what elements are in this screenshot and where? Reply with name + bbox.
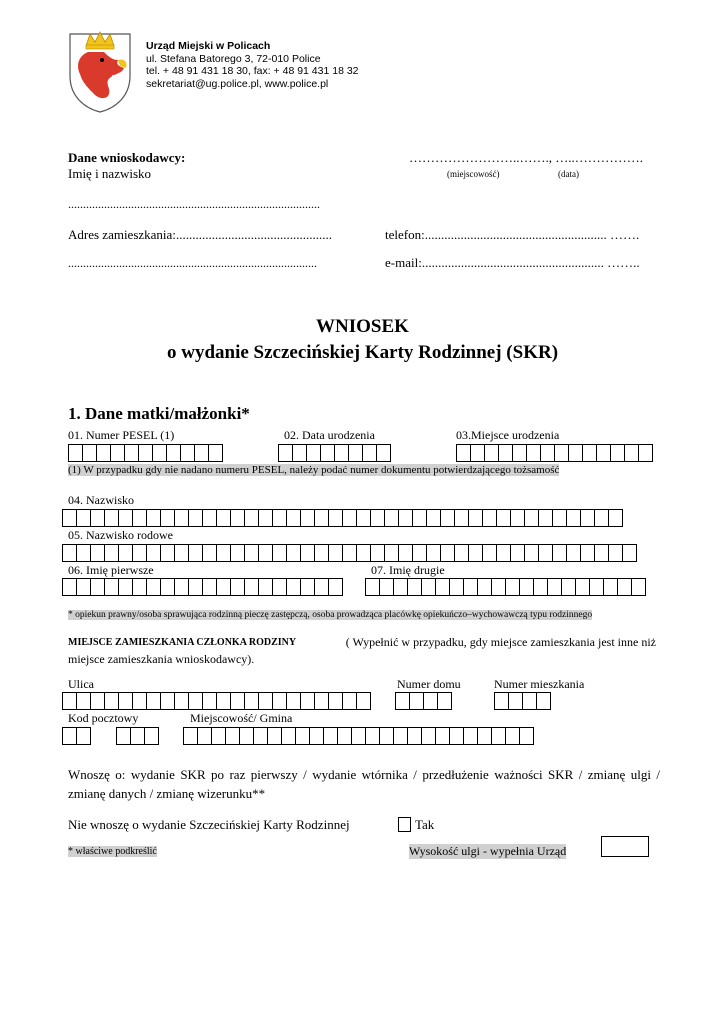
street-label: Ulica (68, 677, 94, 691)
input-cell[interactable] (202, 509, 217, 527)
flat-label: Numer mieszkania (494, 677, 585, 691)
input-cell[interactable] (272, 578, 287, 596)
input-cell[interactable] (188, 692, 203, 710)
input-cell[interactable] (104, 692, 119, 710)
input-cell[interactable] (594, 544, 609, 562)
input-cell[interactable] (286, 544, 301, 562)
input-cell[interactable] (610, 444, 625, 462)
input-cell[interactable] (258, 509, 273, 527)
document-subtitle: o wydanie Szczecińskiej Karty Rodzinnej (SKR) (166, 342, 559, 363)
guardian-note: * opiekun prawny/osoba sprawująca rodzinną pieczę zastępczą, osoba prowadząca placówkę opiekuńczo–wychowawczą typu rodzinnego (68, 610, 593, 620)
input-cell[interactable] (608, 544, 623, 562)
input-cell[interactable] (398, 509, 413, 527)
request-line-2: zmianę danych / zmianę wizerunku** (68, 786, 266, 801)
input-cell[interactable] (519, 727, 534, 745)
input-cell[interactable] (566, 509, 581, 527)
input-cell[interactable] (468, 544, 483, 562)
input-cell[interactable] (239, 727, 254, 745)
input-cell[interactable] (116, 727, 131, 745)
input-cell[interactable] (449, 727, 464, 745)
input-cell[interactable] (160, 692, 175, 710)
input-cell[interactable] (522, 692, 537, 710)
phone-row (385, 227, 639, 243)
email-label: e-mail: (385, 255, 422, 270)
input-cell[interactable] (356, 509, 371, 527)
input-cell[interactable] (286, 578, 301, 596)
address-field-line2[interactable]: ................................................................................... (68, 256, 317, 270)
input-cell[interactable] (62, 578, 77, 596)
phone-field[interactable]: ........................................................ ……. (424, 227, 640, 242)
input-cell[interactable] (272, 544, 287, 562)
input-cell[interactable] (130, 727, 145, 745)
input-cell[interactable] (437, 692, 452, 710)
residence-instruction-2: miejsce zamieszkania wnioskodawcy). (68, 652, 255, 666)
input-cell[interactable] (484, 444, 499, 462)
input-cell[interactable] (258, 692, 273, 710)
input-cell[interactable] (300, 692, 315, 710)
address-row (68, 227, 332, 243)
input-cell[interactable] (603, 578, 618, 596)
input-cell[interactable] (314, 578, 329, 596)
pesel-note: (1) W przypadku gdy nie nadano numeru PESEL, należy podać numer dokumentu potwierdzającego tożsamość (68, 464, 560, 476)
flat-number-input[interactable] (494, 692, 550, 710)
input-cell[interactable] (68, 444, 83, 462)
input-cell[interactable] (314, 692, 329, 710)
input-cell[interactable] (384, 544, 399, 562)
input-cell[interactable] (398, 544, 413, 562)
input-cell[interactable] (160, 544, 175, 562)
input-cell[interactable] (552, 544, 567, 562)
input-cell[interactable] (426, 544, 441, 562)
input-cell[interactable] (468, 509, 483, 527)
input-cell[interactable] (435, 727, 450, 745)
input-cell[interactable] (138, 444, 153, 462)
input-cell[interactable] (216, 509, 231, 527)
input-cell[interactable] (356, 692, 371, 710)
input-cell[interactable] (342, 509, 357, 527)
street-input[interactable] (62, 692, 370, 710)
input-cell[interactable] (334, 444, 349, 462)
input-cell[interactable] (292, 444, 307, 462)
input-cell[interactable] (160, 578, 175, 596)
input-cell[interactable] (300, 509, 315, 527)
house-label: Numer domu (397, 677, 461, 691)
applicant-name-field[interactable]: .................................................................................... (68, 197, 320, 211)
birthdate-input[interactable] (278, 444, 390, 462)
input-cell[interactable] (519, 578, 534, 596)
input-cell[interactable] (166, 444, 181, 462)
first-name-input[interactable] (62, 578, 342, 596)
input-cell[interactable] (90, 544, 105, 562)
input-cell[interactable] (622, 544, 637, 562)
input-cell[interactable] (362, 444, 377, 462)
input-cell[interactable] (272, 509, 287, 527)
second-name-input[interactable] (365, 578, 645, 596)
input-cell[interactable] (216, 578, 231, 596)
input-cell[interactable] (132, 692, 147, 710)
discount-label: Wysokość ulgi - wypełnia Urząd (409, 844, 567, 858)
input-cell[interactable] (267, 727, 282, 745)
input-cell[interactable] (244, 544, 259, 562)
birthplace-input[interactable] (456, 444, 652, 462)
input-cell[interactable] (152, 444, 167, 462)
no-request-checkbox[interactable] (398, 817, 411, 832)
input-cell[interactable] (440, 509, 455, 527)
input-cell[interactable] (174, 544, 189, 562)
city-label: Miejscowość/ Gmina (190, 711, 293, 725)
address-label: Adres zamieszkania: (68, 227, 176, 242)
input-cell[interactable] (188, 544, 203, 562)
input-cell[interactable] (62, 692, 77, 710)
input-cell[interactable] (258, 544, 273, 562)
input-cell[interactable] (342, 544, 357, 562)
input-cell[interactable] (328, 578, 343, 596)
input-cell[interactable] (575, 578, 590, 596)
input-cell[interactable] (482, 544, 497, 562)
birthdate-label: 02. Data urodzenia (284, 428, 375, 442)
input-cell[interactable] (76, 578, 91, 596)
office-name: Urząd Miejski w Policach (146, 40, 271, 52)
pesel-label: 01. Numer PESEL (1) (68, 428, 175, 442)
coat-of-arms-logo (68, 30, 132, 114)
office-contact: sekretariat@ug.police.pl, www.police.pl (146, 77, 329, 90)
input-cell[interactable] (407, 578, 422, 596)
input-cell[interactable] (365, 727, 380, 745)
input-cell[interactable] (110, 444, 125, 462)
input-cell[interactable] (594, 509, 609, 527)
input-cell[interactable] (90, 692, 105, 710)
input-cell[interactable] (104, 578, 119, 596)
address-field[interactable]: ................................................ (175, 227, 332, 242)
input-cell[interactable] (505, 727, 520, 745)
input-cell[interactable] (494, 692, 509, 710)
postcode-input-part2[interactable] (116, 727, 158, 745)
input-cell[interactable] (370, 544, 385, 562)
input-cell[interactable] (286, 692, 301, 710)
input-cell[interactable] (351, 727, 366, 745)
input-cell[interactable] (160, 509, 175, 527)
input-cell[interactable] (132, 509, 147, 527)
input-cell[interactable] (409, 692, 424, 710)
input-cell[interactable] (508, 692, 523, 710)
input-cell[interactable] (146, 544, 161, 562)
input-cell[interactable] (617, 578, 632, 596)
input-cell[interactable] (132, 544, 147, 562)
input-cell[interactable] (174, 509, 189, 527)
input-cell[interactable] (90, 578, 105, 596)
input-cell[interactable] (300, 544, 315, 562)
pesel-input[interactable] (68, 444, 222, 462)
input-cell[interactable] (510, 544, 525, 562)
surname-input[interactable] (62, 509, 622, 527)
input-cell[interactable] (421, 727, 436, 745)
input-cell[interactable] (295, 727, 310, 745)
input-cell[interactable] (624, 444, 639, 462)
input-cell[interactable] (498, 444, 513, 462)
house-number-input[interactable] (395, 692, 451, 710)
input-cell[interactable] (76, 509, 91, 527)
input-cell[interactable] (76, 692, 91, 710)
family-name-input[interactable] (62, 544, 636, 562)
input-cell[interactable] (132, 578, 147, 596)
input-cell[interactable] (62, 727, 77, 745)
input-cell[interactable] (568, 444, 583, 462)
input-cell[interactable] (393, 727, 408, 745)
input-cell[interactable] (533, 578, 548, 596)
input-cell[interactable] (561, 578, 576, 596)
input-cell[interactable] (463, 727, 478, 745)
input-cell[interactable] (202, 578, 217, 596)
input-cell[interactable] (328, 544, 343, 562)
input-cell[interactable] (230, 578, 245, 596)
input-cell[interactable] (244, 692, 259, 710)
input-cell[interactable] (379, 727, 394, 745)
input-cell[interactable] (356, 544, 371, 562)
input-cell[interactable] (526, 444, 541, 462)
input-cell[interactable] (421, 578, 436, 596)
input-cell[interactable] (314, 544, 329, 562)
input-cell[interactable] (454, 544, 469, 562)
residence-block (68, 634, 656, 668)
input-cell[interactable] (146, 509, 161, 527)
input-cell[interactable] (538, 544, 553, 562)
applicant-heading: Dane wnioskodawcy: (68, 150, 186, 165)
input-cell[interactable] (538, 509, 553, 527)
input-cell[interactable] (309, 727, 324, 745)
input-cell[interactable] (631, 578, 646, 596)
input-cell[interactable] (230, 692, 245, 710)
input-cell[interactable] (90, 509, 105, 527)
input-cell[interactable] (244, 578, 259, 596)
input-cell[interactable] (435, 578, 450, 596)
input-cell[interactable] (482, 509, 497, 527)
input-cell[interactable] (477, 727, 492, 745)
input-cell[interactable] (328, 692, 343, 710)
city-input[interactable] (183, 727, 533, 745)
input-cell[interactable] (306, 444, 321, 462)
input-cell[interactable] (580, 544, 595, 562)
postcode-input-part1[interactable] (62, 727, 90, 745)
input-cell[interactable] (342, 692, 357, 710)
input-cell[interactable] (230, 544, 245, 562)
input-cell[interactable] (589, 578, 604, 596)
place-date-field[interactable]: ……………………..……., …..……………. (409, 150, 643, 165)
input-cell[interactable] (328, 509, 343, 527)
place-label: (miejscowość) (447, 169, 500, 179)
input-cell[interactable] (258, 578, 273, 596)
postcode-label: Kod pocztowy (68, 711, 139, 725)
input-cell[interactable] (244, 509, 259, 527)
input-cell[interactable] (146, 578, 161, 596)
input-cell[interactable] (496, 509, 511, 527)
input-cell[interactable] (208, 444, 223, 462)
yes-label: Tak (415, 817, 435, 832)
input-cell[interactable] (582, 444, 597, 462)
input-cell[interactable] (323, 727, 338, 745)
input-cell[interactable] (463, 578, 478, 596)
residence-heading: MIEJSCE ZAMIESZKANIA CZŁONKA RODZINY (68, 637, 297, 648)
input-cell[interactable] (104, 544, 119, 562)
input-cell[interactable] (146, 692, 161, 710)
input-cell[interactable] (286, 509, 301, 527)
input-cell[interactable] (496, 544, 511, 562)
input-cell[interactable] (300, 578, 315, 596)
no-request-label: Nie wnoszę o wydanie Szczecińskiej Karty Rodzinnej (68, 817, 350, 832)
input-cell[interactable] (118, 692, 133, 710)
input-cell[interactable] (253, 727, 268, 745)
input-cell[interactable] (278, 444, 293, 462)
input-cell[interactable] (62, 509, 77, 527)
input-cell[interactable] (230, 509, 245, 527)
input-cell[interactable] (456, 444, 471, 462)
second-name-label: 07. Imię drugie (371, 563, 445, 577)
input-cell[interactable] (180, 444, 195, 462)
input-cell[interactable] (216, 692, 231, 710)
input-cell[interactable] (580, 509, 595, 527)
input-cell[interactable] (491, 727, 506, 745)
input-cell[interactable] (376, 444, 391, 462)
input-cell[interactable] (423, 692, 438, 710)
input-cell[interactable] (608, 509, 623, 527)
input-cell[interactable] (174, 578, 189, 596)
input-cell[interactable] (188, 509, 203, 527)
office-header (146, 40, 359, 90)
input-cell[interactable] (118, 509, 133, 527)
input-cell[interactable] (365, 578, 380, 596)
input-cell[interactable] (524, 509, 539, 527)
email-field[interactable]: ........................................................ …….. (421, 255, 640, 270)
input-cell[interactable] (407, 727, 422, 745)
input-cell[interactable] (118, 578, 133, 596)
input-cell[interactable] (211, 727, 226, 745)
document-title: WNIOSEK (316, 316, 409, 337)
office-phones: tel. + 48 91 431 18 30, fax: + 48 91 431 18 32 (146, 65, 359, 77)
input-cell[interactable] (547, 578, 562, 596)
input-cell[interactable] (144, 727, 159, 745)
input-cell[interactable] (82, 444, 97, 462)
input-cell[interactable] (202, 692, 217, 710)
input-cell[interactable] (124, 444, 139, 462)
input-cell[interactable] (216, 544, 231, 562)
input-cell[interactable] (449, 578, 464, 596)
first-name-label: 06. Imię pierwsze (68, 563, 154, 577)
input-cell[interactable] (194, 444, 209, 462)
section-heading: 1. Dane matki/małżonki* (68, 404, 250, 423)
email-row (385, 255, 640, 271)
input-cell[interactable] (76, 727, 91, 745)
input-cell[interactable] (393, 578, 408, 596)
input-cell[interactable] (76, 544, 91, 562)
input-cell[interactable] (62, 544, 77, 562)
input-cell[interactable] (638, 444, 653, 462)
input-cell[interactable] (348, 444, 363, 462)
discount-input[interactable] (601, 836, 649, 857)
input-cell[interactable] (314, 509, 329, 527)
input-cell[interactable] (188, 578, 203, 596)
applicant-name-label: Imię i nazwisko (68, 166, 152, 181)
input-cell[interactable] (337, 727, 352, 745)
input-cell[interactable] (395, 692, 410, 710)
input-cell[interactable] (412, 509, 427, 527)
input-cell[interactable] (379, 578, 394, 596)
input-cell[interactable] (225, 727, 240, 745)
input-cell[interactable] (536, 692, 551, 710)
input-cell[interactable] (183, 727, 198, 745)
date-label: (data) (558, 169, 579, 179)
input-cell[interactable] (454, 509, 469, 527)
input-cell[interactable] (320, 444, 335, 462)
request-line-1: Wnoszę o: wydanie SKR po raz pierwszy / wydanie wtórnika / przedłużenie ważności SKR / zmianę ulgi / (68, 767, 660, 782)
input-cell[interactable] (370, 509, 385, 527)
family-name-label: 05. Nazwisko rodowe (68, 528, 173, 542)
input-cell[interactable] (540, 444, 555, 462)
input-cell[interactable] (524, 544, 539, 562)
input-cell[interactable] (272, 692, 287, 710)
input-cell[interactable] (477, 578, 492, 596)
input-cell[interactable] (281, 727, 296, 745)
input-cell[interactable] (412, 544, 427, 562)
input-cell[interactable] (566, 544, 581, 562)
input-cell[interactable] (505, 578, 520, 596)
input-cell[interactable] (174, 692, 189, 710)
input-cell[interactable] (96, 444, 111, 462)
input-cell[interactable] (202, 544, 217, 562)
input-cell[interactable] (596, 444, 611, 462)
input-cell[interactable] (197, 727, 212, 745)
input-cell[interactable] (552, 509, 567, 527)
input-cell[interactable] (554, 444, 569, 462)
residence-instruction-1: ( Wypełnić w przypadku, gdy miejsce zamieszkania jest inne niż (345, 635, 656, 649)
input-cell[interactable] (510, 509, 525, 527)
office-address: ul. Stefana Batorego 3, 72-010 Police (146, 52, 321, 65)
input-cell[interactable] (491, 578, 506, 596)
underline-note: * właściwe podkreślić (68, 846, 157, 857)
input-cell[interactable] (426, 509, 441, 527)
phone-label: telefon: (385, 227, 425, 242)
surname-label: 04. Nazwisko (68, 493, 134, 507)
request-block (68, 765, 660, 803)
input-cell[interactable] (440, 544, 455, 562)
input-cell[interactable] (470, 444, 485, 462)
input-cell[interactable] (384, 509, 399, 527)
birthplace-label: 03.Miejsce urodzenia (456, 428, 560, 442)
input-cell[interactable] (104, 509, 119, 527)
input-cell[interactable] (512, 444, 527, 462)
input-cell[interactable] (118, 544, 133, 562)
